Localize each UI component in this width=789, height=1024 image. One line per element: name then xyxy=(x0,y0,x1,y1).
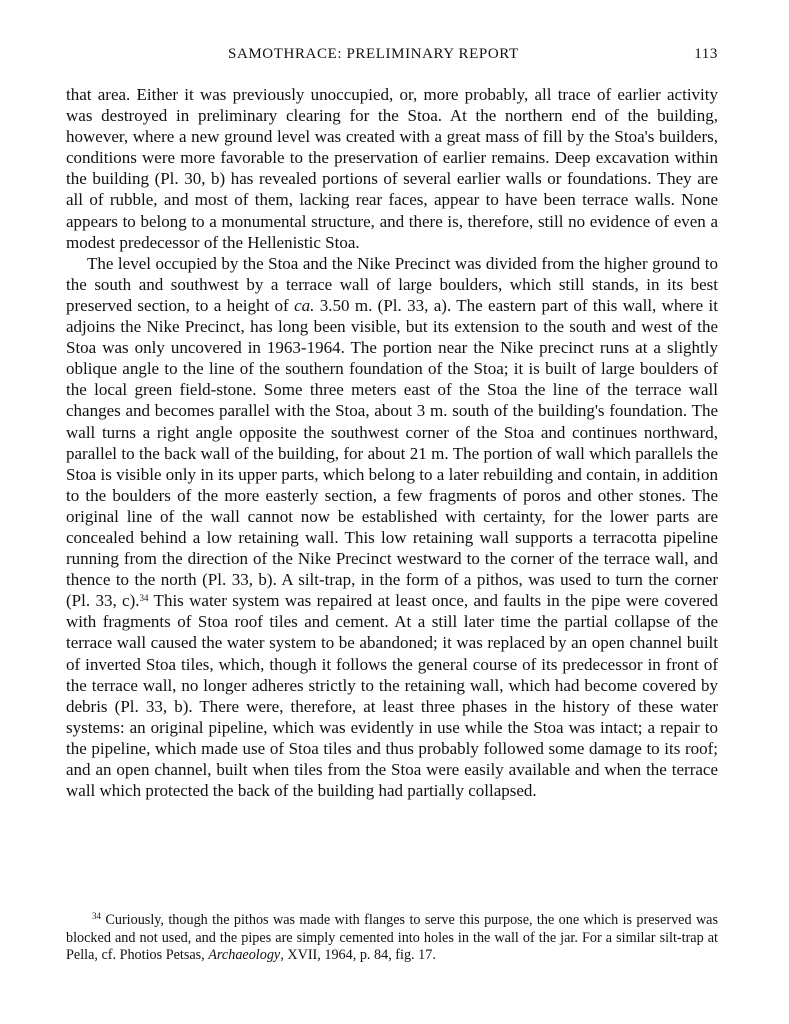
footnote-journal: Archaeology xyxy=(208,947,281,964)
paragraph-2-part-3: This water system was repaired at least once, and faults in the pipe were covered with fragments of Stoa roof tiles and cement. At a still later time the partial collapse of the terrace wall caused the water system to be abandoned; it was replaced by an open channel built of inverted Stoa tiles, which, though it follows the general course of its predecessor in front of the terrace wall, no longer adheres strictly to the retaining wall, which had become covered by debris (Pl. 33, b). There were, therefore, at least three phases in the history of these water systems: an original pipeline, which was evidently in use while the Stoa was intact; a repair to the pipeline, which made use of Stoa tiles and thus probably followed some damage to its roof; and an open channel, built when tiles from the Stoa were easily available and when the terrace wall which protected the back of the building had partially collapsed. xyxy=(66,591,718,801)
page-number: 113 xyxy=(694,46,718,62)
running-title: SAMOTHRACE: PRELIMINARY REPORT xyxy=(228,46,519,62)
circa-abbreviation: ca. xyxy=(294,295,315,315)
paragraph-1-text: that area. Either it was previously unoccupied, or, more probably, all trace of earlier activity was destroyed in preliminary clearing for the Stoa. At the northern end of the building, however, where a new ground level was created with a great mass of fill by the Stoa's builders, conditions were more favorable to the preservation of earlier remains. Deep excavation within the building (Pl. 30, b) has revealed portions of several earlier walls or foundations. They are all of rubble, and most of them, lacking rear faces, appear to have been terrace walls. None appears to belong to a monumental structure, and there is, therefore, still no evidence of even a modest predecessor of the Hellenistic Stoa. xyxy=(66,85,718,252)
paragraph-terrace-wall xyxy=(66,253,718,801)
body-text xyxy=(66,84,718,801)
paragraph-2-part-2: 3.50 m. (Pl. 33, a). The eastern part of this wall, where it adjoins the Nike Precinct, has long been visible, but its extension to the south and west of the Stoa was only uncovered in 1963-1964. The portion near the Nike precinct runs at a slightly oblique angle to the line of the southern foundation of the Stoa; it is built of large boulders of the local green field-stone. Some three meters east of the Stoa the line of the terrace wall changes and becomes parallel with the Stoa, about 3 m. south of the building's foundation. The wall turns a right angle opposite the southwest corner of the Stoa and continues northward, parallel to the back wall of the building, for about 21 m. The portion of wall which parallels the Stoa is visible only in its upper parts, which belong to a later rebuilding and contain, in addition to the boulders of the more easterly section, a few fragments of poros and other stones. The original line of the wall cannot now be established with certainty, for the lower parts are concealed behind a low retaining wall. This low retaining wall supports a terracotta pipeline running from the direction of the Nike Precinct westward to the corner of the terrace wall, and thence to the north (Pl. 33, b). A silt-trap, in the form of a pithos, was used to turn the corner (Pl. 33, c). xyxy=(66,295,718,611)
paragraph-continued xyxy=(66,84,718,253)
paragraph-2-part-1: The level occupied by the Stoa and the Nike Precinct was divided from the higher ground to the south and southwest by a terrace wall of large boulders, which still stands, in its best preserved section, to a height of xyxy=(66,253,718,315)
footnote-reference: 34 xyxy=(139,593,149,604)
footnote-number: 34 xyxy=(92,911,101,921)
footnote xyxy=(66,912,718,965)
footnote-citation: , XVII, 1964, p. 84, fig. 17. xyxy=(280,947,436,964)
footnote-text: Curiously, though the pithos was made with flanges to serve this purpose, the one which is preserved was blocked and not used, and the pipes are simply cemented into holes in the wall of the jar. For a similar silt-trap at Pella, cf. Photios Petsas, xyxy=(66,912,719,964)
